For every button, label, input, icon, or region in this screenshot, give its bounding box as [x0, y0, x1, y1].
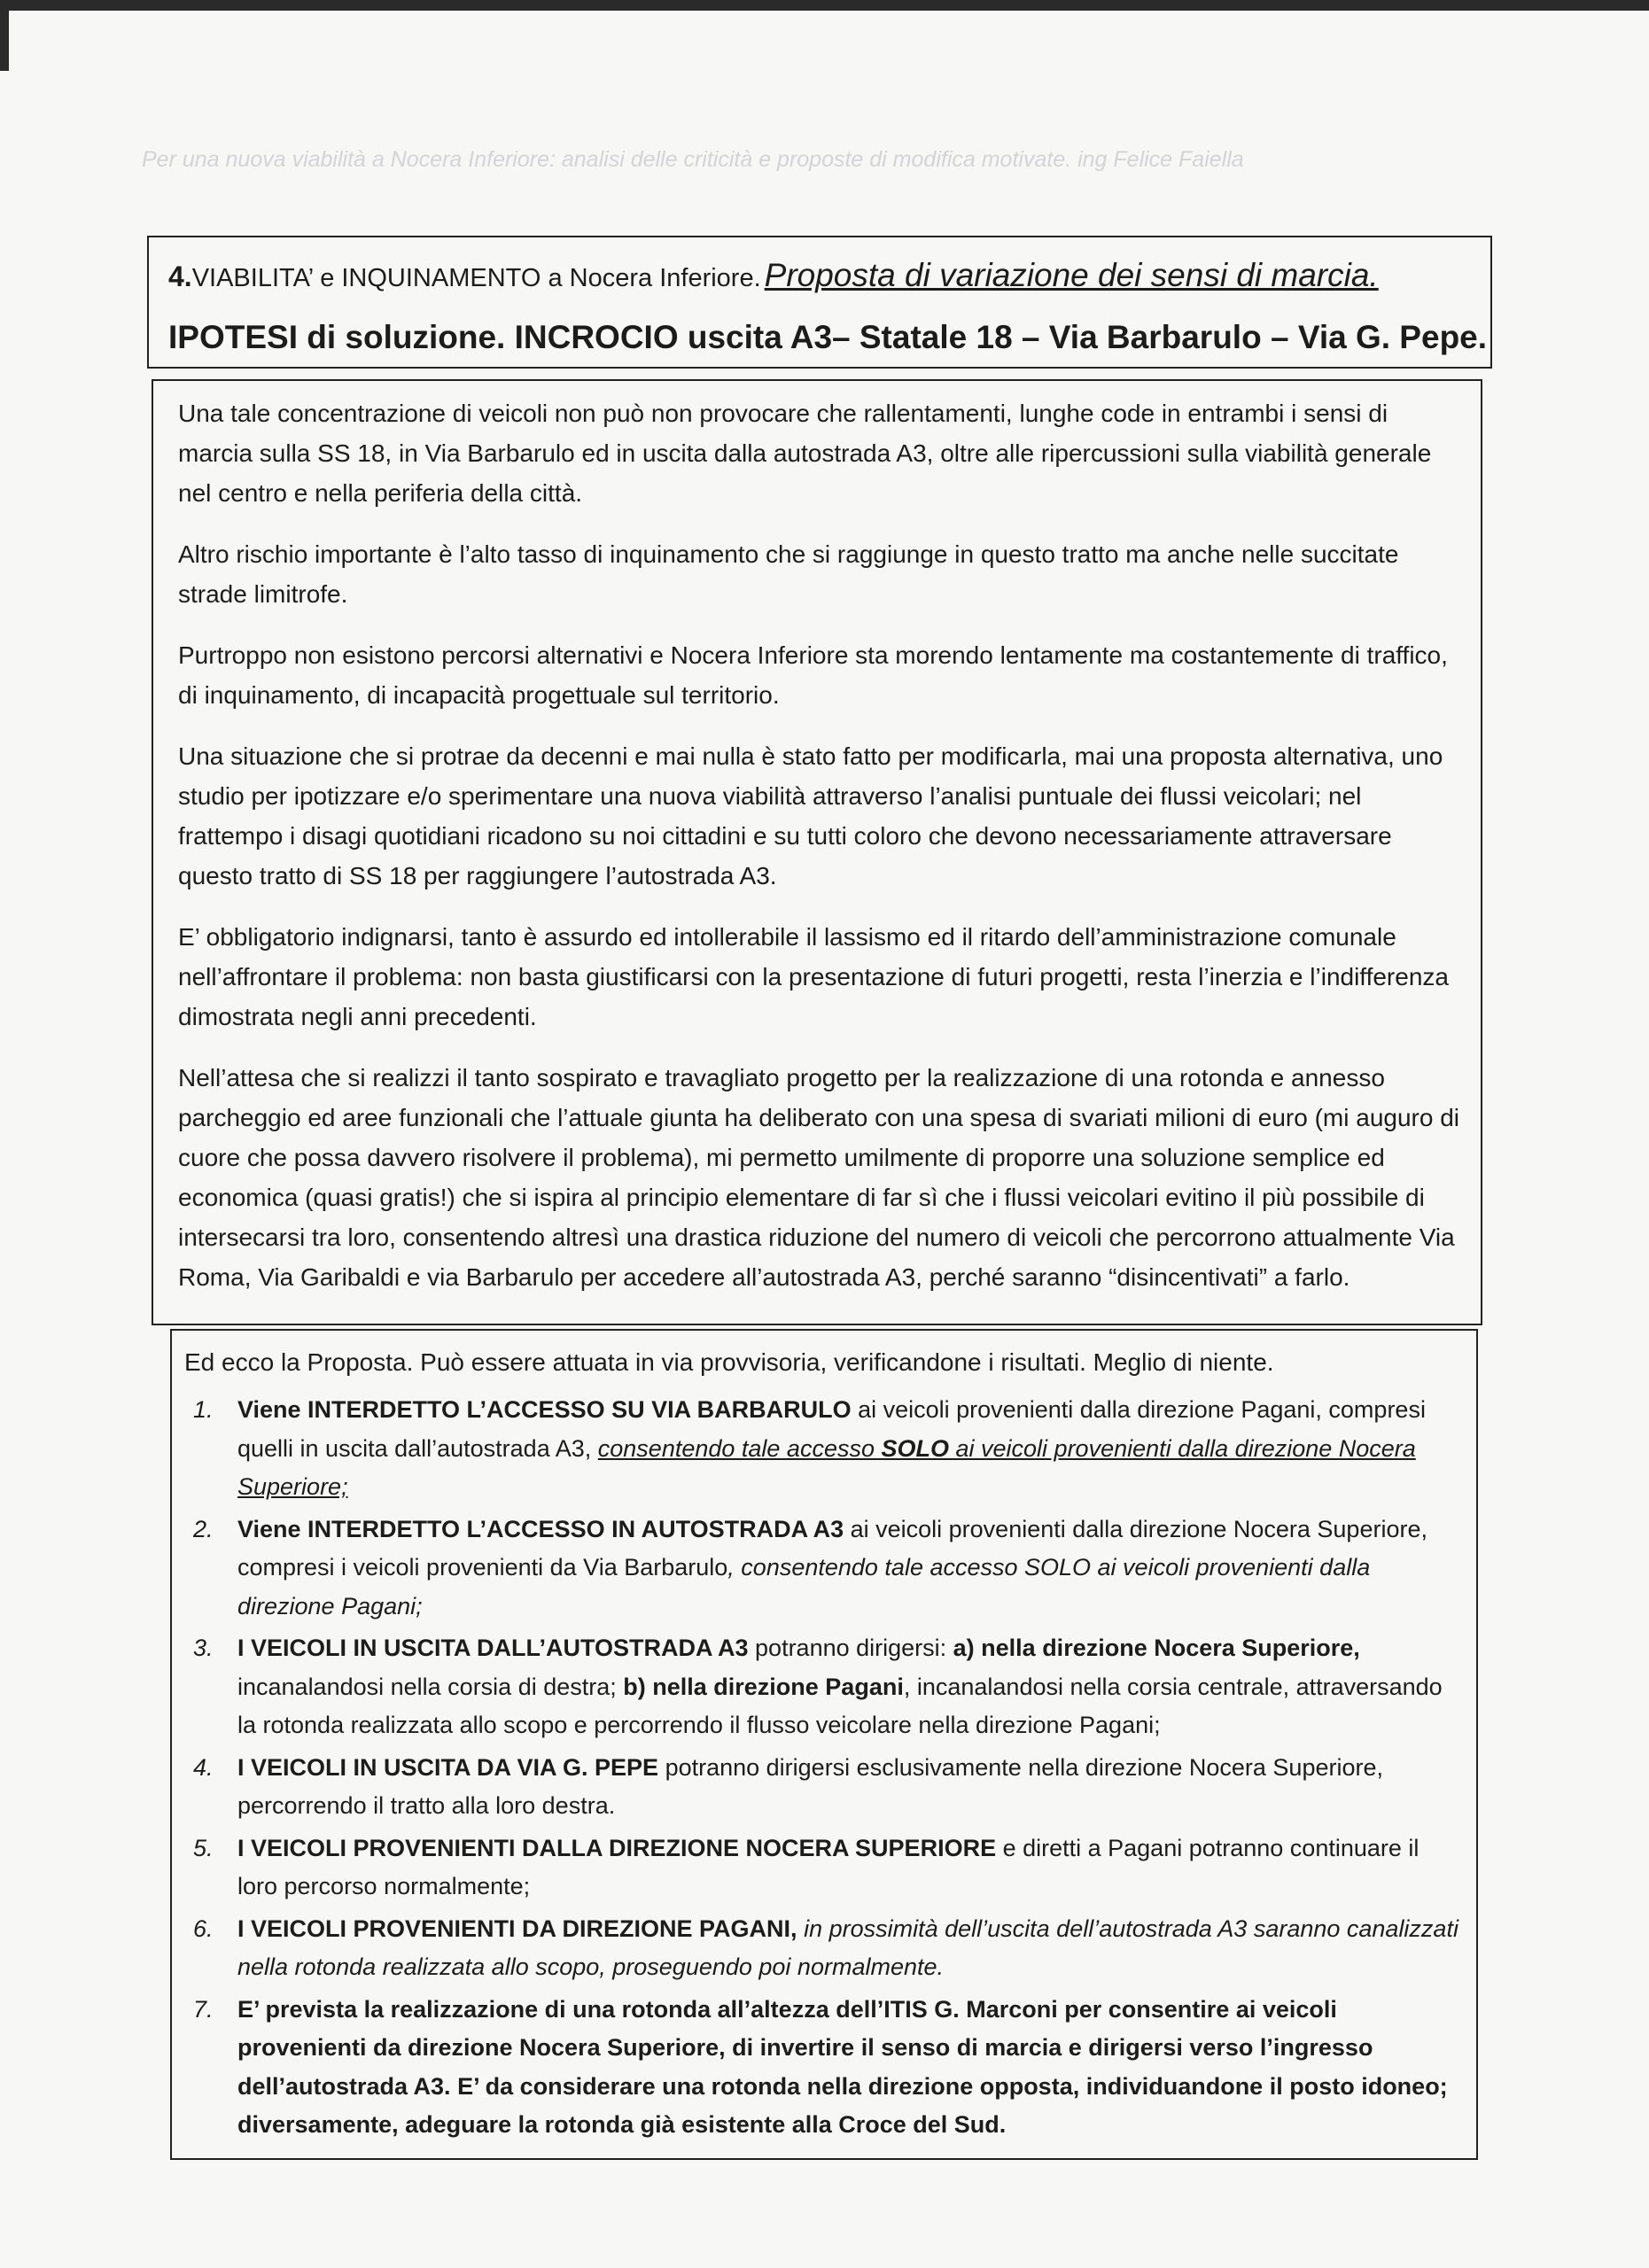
item-text: potranno dirigersi esclusivamente nella direzione Nocera Superiore, percorrendo il tratto alla loro destra.	[237, 1753, 1383, 1819]
proposal-list	[184, 1391, 1460, 2145]
paragraph: E’ obbligatorio indignarsi, tanto è assurdo ed intollerabile il lassismo ed il ritardo dell’amministrazione comunale nell’affrontare il problema: non basta giustificarsi con la presentazione di futuri progetti, resta l’inerzia e l’indifferenza dimostrata negli anni precedenti.	[178, 923, 1449, 1030]
scan-edge-top	[0, 0, 1649, 11]
item-heading: I VEICOLI IN USCITA DALL’AUTOSTRADA A3	[237, 1635, 749, 1661]
item-option-a: a) nella direzione Nocera Superiore,	[953, 1635, 1360, 1661]
list-item	[184, 1511, 1460, 1627]
item-text: ai veicoli provenienti dalla direzione Nocera Superiore, compresi i veicoli provenienti da Via Barbarulo	[237, 1515, 1427, 1581]
item-text-underlined-bold: SOLO	[881, 1434, 949, 1462]
item-text: ai veicoli provenienti dalla direzione Pagani, compresi quelli in uscita dall’autostrada A3,	[237, 1396, 1426, 1462]
item-heading: Viene INTERDETTO L’ACCESSO SU VIA BARBARULO	[237, 1396, 852, 1423]
item-text: e diretti a Pagani potranno continuare il loro percorso normalmente;	[237, 1834, 1420, 1899]
item-number: 5.	[193, 1834, 214, 1861]
proposal-title: Proposta di variazione dei sensi di marcia.	[764, 257, 1379, 293]
scan-edge-left	[0, 0, 9, 71]
analysis-box	[152, 379, 1482, 1325]
proposal-box	[170, 1329, 1478, 2160]
item-number: 1.	[193, 1396, 214, 1423]
section-topic: VIABILITA’ e INQUINAMENTO a Nocera Inferiore.	[191, 264, 761, 292]
list-item	[184, 1910, 1460, 1987]
item-heading: I VEICOLI PROVENIENTI DALLA DIREZIONE NOCERA SUPERIORE	[237, 1834, 997, 1861]
item-heading: Viene INTERDETTO L’ACCESSO IN AUTOSTRADA A3	[237, 1515, 844, 1542]
item-text-italic: , consentendo tale accesso SOLO ai veicoli provenienti dalla direzione Pagani;	[237, 1554, 1371, 1619]
item-option-b: b) nella direzione Pagani	[623, 1673, 904, 1700]
item-heading: I VEICOLI IN USCITA DA VIA G. PEPE	[237, 1753, 659, 1781]
item-text-underlined: consentendo tale accesso	[597, 1434, 882, 1462]
item-number: 2.	[193, 1515, 214, 1542]
title-box	[147, 236, 1492, 369]
list-item	[184, 1391, 1460, 1507]
list-item	[184, 1991, 1460, 2145]
item-text: incanalandosi nella corsia di destra;	[237, 1673, 624, 1700]
section-number: 4.	[168, 260, 192, 292]
item-heading: E’ prevista la realizzazione di una rotonda all’altezza dell’ITIS G. Marconi per consentire ai veicoli provenienti da direzione Nocera Superiore, di invertire il senso di marcia e dirigersi verso l’ingresso dell’autostrada A3. E’ da considerare una rotonda nella direzione opposta, individuandone il posto idoneo; diversamente, adeguare la rotonda già esistente alla Croce del Sud.	[237, 1995, 1448, 2138]
paragraph: Una tale concentrazione di veicoli non può non provocare che rallentamenti, lunghe code in entrambi i sensi di marcia sulla SS 18, in Via Barbarulo ed in uscita dalla autostrada A3, oltre alle ripercussioni sulla viabilità generale nel centro e nella periferia della città.	[178, 400, 1432, 507]
paragraph: Nell’attesa che si realizzi il tanto sospirato e travagliato progetto per la realizzazione di una rotonda e annesso parcheggio ed aree funzionali che l’attuale giunta ha deliberato con una spesa di svariati milioni di euro (mi auguro di cuore che possa davvero risolvere il problema), mi permetto umilmente di proporre una soluzione semplice ed economica (quasi gratis!) che si ispira al principio elementare di far sì che i flussi veicolari evitino il più possibile di intersecarsi tra loro, consentendo altresì una drastica riduzione del numero di veicoli che percorrono attualmente Via Roma, Via Garibaldi e via Barbarulo per accedere all’autostrada A3, perché saranno “disincentivati” a farlo.	[178, 1064, 1460, 1291]
list-item	[184, 1749, 1460, 1826]
proposal-intro: Ed ecco la Proposta. Può essere attuata in via provvisoria, verificandone i risultati. Meglio di niente.	[184, 1348, 1274, 1376]
item-text-italic: in prossimità dell’uscita dell’autostrada A3 saranno canalizzati nella rotonda realizzata allo scopo, proseguendo poi normalmente.	[237, 1915, 1458, 1980]
paragraph: Altro rischio importante è l’alto tasso di inquinamento che si raggiunge in questo tratto ma anche nelle succitate strade limitrofe.	[178, 540, 1399, 608]
running-header: Per una nuova viabilità a Nocera Inferiore: analisi delle criticità e proposte di modifica motivate. ing Felice Faiella	[142, 147, 1244, 172]
paragraph: Purtroppo non esistono percorsi alternativi e Nocera Inferiore sta morendo lentamente ma costantemente di traffico, di inquinamento, di incapacità progettuale sul territorio.	[178, 641, 1448, 709]
item-number: 3.	[193, 1635, 214, 1661]
item-text: potranno dirigersi:	[748, 1635, 953, 1661]
title-line	[168, 257, 1379, 294]
item-text: , incanalandosi nella corsia centrale, attraversando la rotonda realizzata allo scopo e percorrendo il flusso veicolare nella direzione Pagani;	[237, 1673, 1443, 1738]
list-item	[184, 1829, 1460, 1907]
item-text-underlined: ai veicoli provenienti dalla direzione Nocera Superiore;	[237, 1434, 1416, 1500]
item-number: 4.	[193, 1753, 214, 1781]
item-number: 6.	[193, 1915, 214, 1942]
item-number: 7.	[193, 1995, 214, 2023]
list-item	[184, 1629, 1460, 1745]
item-heading: I VEICOLI PROVENIENTI DA DIREZIONE PAGANI,	[237, 1915, 797, 1942]
section-subtitle: IPOTESI di soluzione. INCROCIO uscita A3– Statale 18 – Via Barbarulo – Via G. Pepe.	[168, 319, 1488, 355]
paragraph: Una situazione che si protrae da decenni e mai nulla è stato fatto per modificarla, mai una proposta alternativa, uno studio per ipotizzare e/o sperimentare una nuova viabilità attraverso l’analisi puntuale dei flussi veicolari; nel frattempo i disagi quotidiani ricadono su noi cittadini e su tutti coloro che devono necessariamente attraversare questo tratto di SS 18 per raggiungere l’autostrada A3.	[178, 742, 1443, 889]
